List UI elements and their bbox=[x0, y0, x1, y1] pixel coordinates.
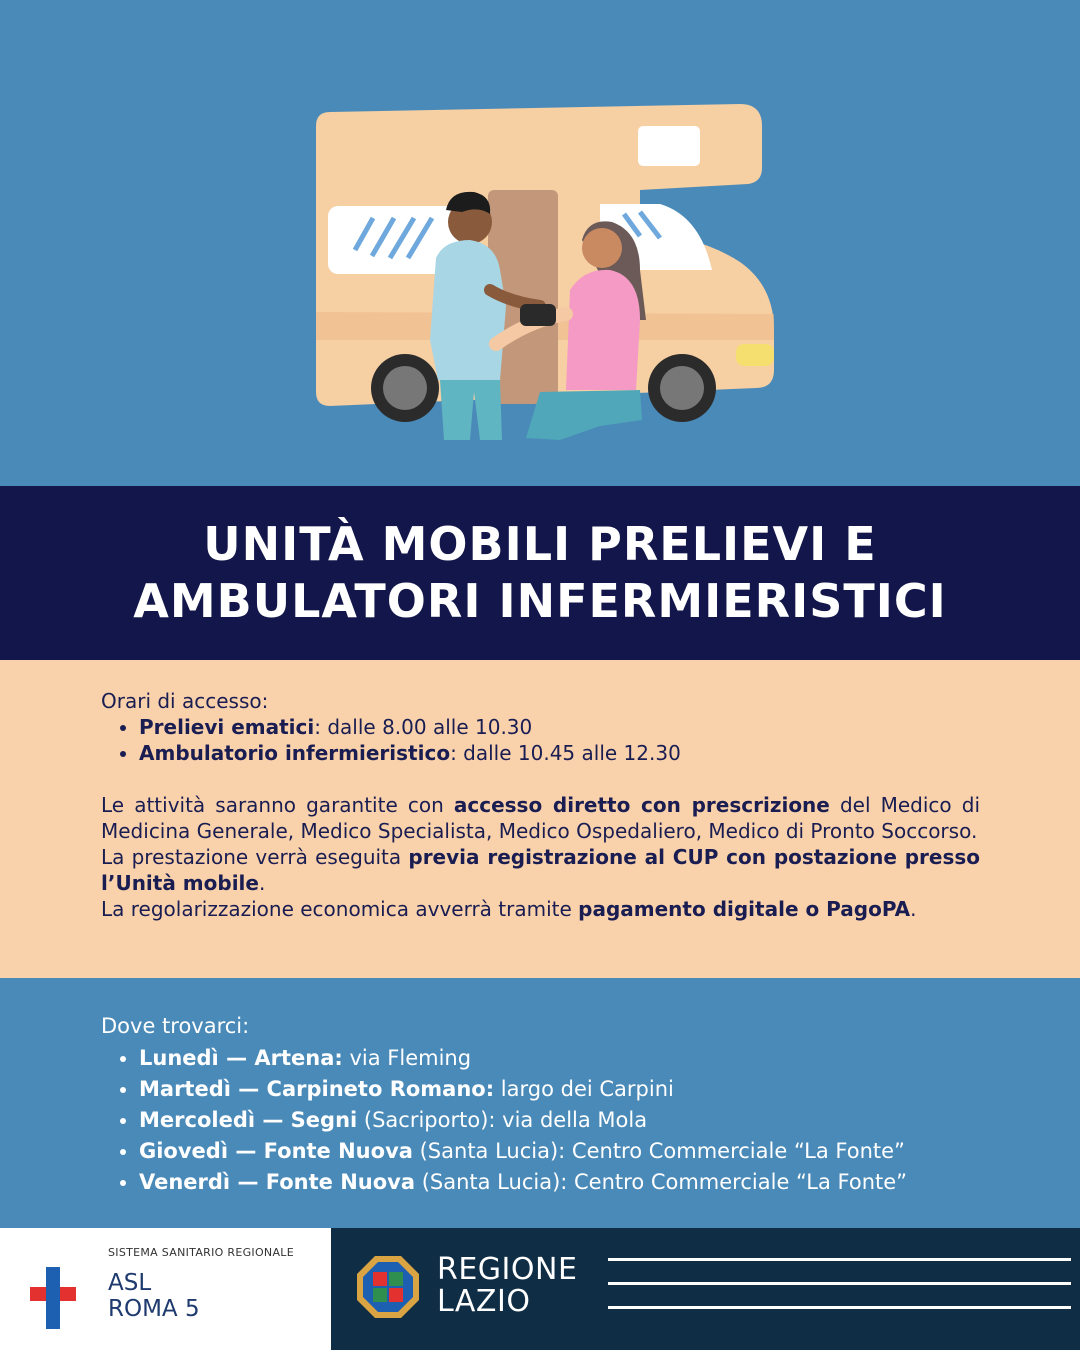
title-band bbox=[0, 486, 1080, 660]
divider bbox=[608, 1306, 1071, 1309]
info-section bbox=[0, 660, 1080, 978]
list-item bbox=[139, 1105, 1051, 1136]
location-detail: (Santa Lucia): Centro Commerciale “La Fonte” bbox=[415, 1170, 908, 1194]
list-item bbox=[139, 714, 980, 740]
text-span: . bbox=[910, 897, 917, 921]
location-day: Lunedì — Artena: bbox=[139, 1046, 343, 1070]
divider bbox=[608, 1282, 1071, 1285]
bold-span: pagamento digitale o PagoPA bbox=[578, 897, 911, 921]
list-item bbox=[139, 1167, 1051, 1198]
asl-logo-block bbox=[0, 1228, 331, 1350]
text-span: . bbox=[258, 871, 266, 895]
location-detail: largo dei Carpini bbox=[494, 1077, 674, 1101]
location-day: Giovedì — Fonte Nuova bbox=[139, 1139, 413, 1163]
text-span: Le attività saranno garantite con bbox=[101, 793, 454, 817]
location-detail: via Fleming bbox=[342, 1046, 472, 1070]
hours-text: : dalle 8.00 alle 10.30 bbox=[314, 715, 533, 739]
locations-list bbox=[101, 1043, 1051, 1198]
activities-paragraph-1 bbox=[101, 792, 980, 844]
bold-span: previa registrazione al CUP con postazione presso l’Unità mobile bbox=[101, 845, 980, 895]
camper-illustration bbox=[0, 0, 1080, 486]
activities-text bbox=[101, 792, 980, 922]
decorative-lines bbox=[608, 1258, 1071, 1330]
ssr-label: SISTEMA SANITARIO REGIONALE bbox=[108, 1246, 294, 1259]
location-detail: (Sacriporto): via della Mola bbox=[357, 1108, 648, 1132]
regione-name bbox=[437, 1254, 577, 1318]
regione-line-2: LAZIO bbox=[437, 1284, 531, 1319]
regione-line-1: REGIONE bbox=[437, 1252, 578, 1287]
list-item bbox=[139, 1074, 1051, 1105]
text-span: del Medico di Medicina Generale, Medico Specialista, Medico Ospedaliero, Medico di Pronto Soccorso. bbox=[101, 793, 981, 843]
hours-label: Ambulatorio infermieristico bbox=[139, 741, 451, 765]
bold-span: accesso diretto con prescrizione bbox=[453, 793, 830, 817]
hours-heading: Orari di accesso: bbox=[101, 689, 269, 713]
list-item bbox=[139, 1136, 1051, 1167]
hours-text: : dalle 10.45 alle 12.30 bbox=[450, 741, 681, 765]
location-day: Martedì — Carpineto Romano: bbox=[139, 1077, 495, 1101]
hours-list bbox=[101, 714, 980, 766]
regione-logo-block bbox=[331, 1228, 1080, 1350]
location-day: Venerdì — Fonte Nuova bbox=[139, 1170, 416, 1194]
asl-name bbox=[108, 1270, 200, 1322]
locations-section bbox=[0, 978, 1080, 1228]
activities-paragraph-3 bbox=[101, 896, 980, 922]
asl-cross-icon bbox=[30, 1267, 76, 1329]
activities-paragraph-2 bbox=[101, 844, 980, 896]
divider bbox=[608, 1258, 1071, 1261]
page-title-line-1: UNITÀ MOBILI PRELIEVI E bbox=[203, 517, 877, 571]
hours-label: Prelievi ematici bbox=[139, 715, 315, 739]
list-item bbox=[139, 740, 980, 766]
location-day: Mercoledì — Segni bbox=[139, 1108, 358, 1132]
locations-heading: Dove trovarci: bbox=[101, 1014, 250, 1038]
asl-line-1: ASL bbox=[108, 1270, 152, 1296]
text-span: La prestazione verrà eseguita bbox=[101, 845, 409, 869]
location-detail: (Santa Lucia): Centro Commerciale “La Fonte” bbox=[412, 1139, 905, 1163]
list-item bbox=[139, 1043, 1051, 1074]
regione-lazio-emblem-icon bbox=[355, 1254, 421, 1320]
hero-illustration-area bbox=[0, 0, 1080, 486]
page-title-line-2: AMBULATORI INFERMIERISTICI bbox=[133, 574, 947, 628]
asl-line-2: ROMA 5 bbox=[108, 1296, 200, 1322]
text-span: La regolarizzazione economica avverrà tramite bbox=[101, 897, 579, 921]
